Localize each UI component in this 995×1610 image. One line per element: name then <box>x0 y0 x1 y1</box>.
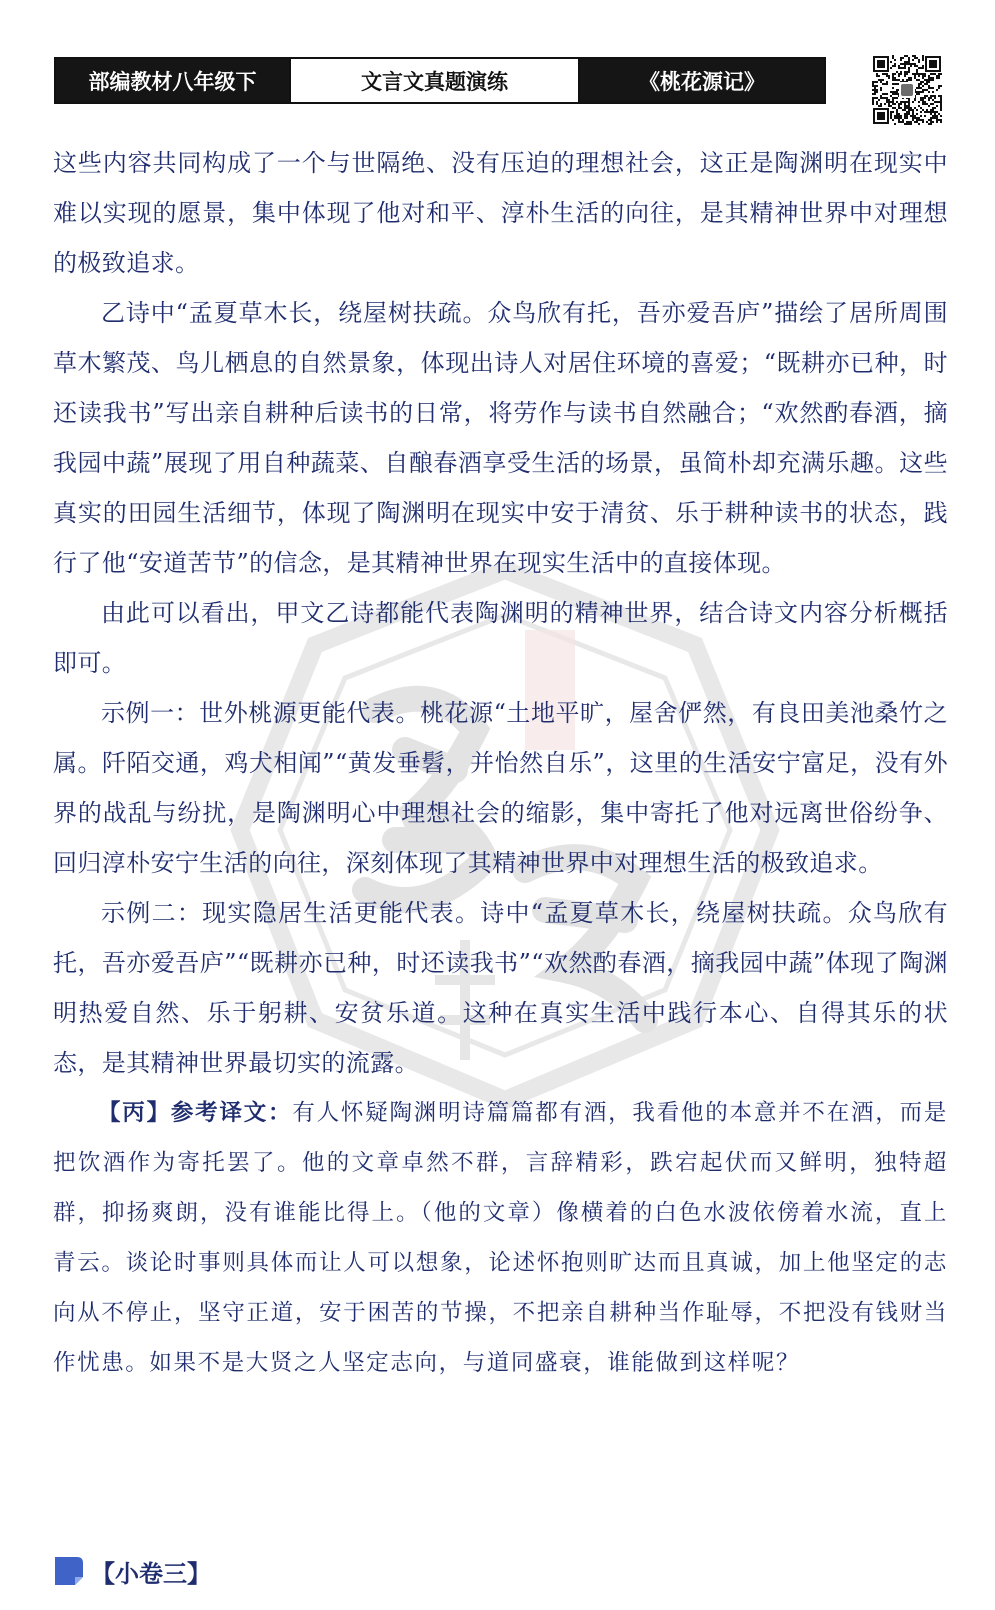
section-heading <box>53 1548 211 1594</box>
flag-icon <box>53 1555 85 1587</box>
translation-label: 【丙】参考译文： <box>98 1100 293 1126</box>
article-body <box>53 138 948 1388</box>
section-label: 【小卷三】 <box>91 1559 211 1588</box>
paragraph-example-one: 示例一：世外桃源更能代表。桃花源“土地平旷，屋舍俨然，有良田美池桑竹之属。阡陌交通，鸡犬相闻”“黄发垂髫，并怡然自乐”，这里的生活安宁富足，没有外界的战乱与纷扰，是陶渊明心中理想社会的缩影，集中寄托了他对远离世俗纷争、回归淳朴安宁生活的向往，深刻体现了其精神世界中对理想生活的极致追求。 <box>53 699 948 877</box>
paragraph-ideal-society: 这些内容共同构成了一个与世隔绝、没有压迫的理想社会，这正是陶渊明在现实中难以实现的愿景，集中体现了他对和平、淳朴生活的向往，是其精神世界中对理想的极致追求。 <box>53 149 948 277</box>
header-grade: 部编教材八年级下 <box>56 59 289 102</box>
paragraph-translation <box>53 1088 948 1388</box>
qr-code-icon <box>872 55 942 125</box>
translation-text: 有人怀疑陶渊明诗篇篇都有酒，我看他的本意并不在酒，而是把饮酒作为寄托罢了。他的文章卓然不群，言辞精彩，跌宕起伏而又鲜明，独特超群，抑扬爽朗，没有谁能比得上。（他的文章）像横着的白色水波依傍着水流，直上青云。谈论时事则具体而让人可以想象，论述怀抱则旷达而且真诚，加上他坚定的志向从不停止，坚守正道，安于困苦的节操，不把亲自耕种当作耻辱，不把没有钱财当作忧患。如果不是大贤之人坚定志向，与道同盛衰，谁能做到这样呢？ <box>53 1100 948 1376</box>
header-article: 《桃花源记》 <box>580 59 824 102</box>
paragraph-example-two: 示例二：现实隐居生活更能代表。诗中“孟夏草木长，绕屋树扶疏。众鸟欣有托，吾亦爱吾庐”“既耕亦已种，时还读我书”“欢然酌春酒，摘我园中蔬”体现了陶渊明热爱自然、乐于躬耕、安贫乐道。这种在真实生活中践行本心、自得其乐的状态，是其精神世界最切实的流露。 <box>53 899 948 1077</box>
header-title: 文言文真题演练 <box>289 59 580 102</box>
header-bar <box>54 57 826 104</box>
paragraph-poem-analysis: 乙诗中“孟夏草木长，绕屋树扶疏。众鸟欣有托，吾亦爱吾庐”描绘了居所周围草木繁茂、鸟儿栖息的自然景象，体现出诗人对居住环境的喜爱；“既耕亦已种，时还读我书”写出亲自耕种后读书的日常，将劳作与读书自然融合；“欢然酌春酒，摘我园中蔬”展现了用自种蔬菜、自酿春酒享受生活的场景，虽简朴却充满乐趣。这些真实的田园生活细节，体现了陶渊明在现实中安于清贫、乐于耕种读书的状态，践行了他“安道苦节”的信念，是其精神世界在现实生活中的直接体现。 <box>53 299 948 577</box>
paragraph-conclusion: 由此可以看出，甲文乙诗都能代表陶渊明的精神世界，结合诗文内容分析概括即可。 <box>53 599 948 677</box>
